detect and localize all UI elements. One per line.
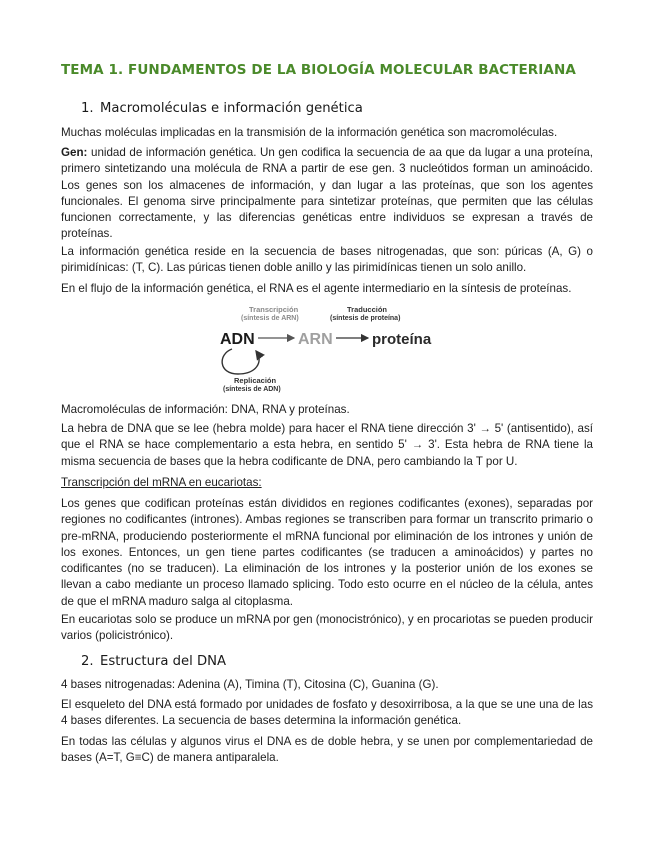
transcription-label: Transcripción xyxy=(249,305,299,314)
replication-label: Replicación xyxy=(234,376,277,385)
term-gen: Gen: xyxy=(61,146,88,159)
subheading-eukaryotic-transcription xyxy=(61,475,593,491)
section-heading-1 xyxy=(81,101,363,116)
section-heading-2 xyxy=(81,654,226,669)
replication-sub: (síntesis de ADN) xyxy=(223,386,281,393)
translation-sub: (síntesis de proteína) xyxy=(330,315,401,322)
central-dogma-diagram xyxy=(210,302,450,398)
gen-definition-text: unidad de información genética. Un gen codifica la secuencia de aa que da lugar a una proteína, primero sintetizando una molécula de RNA a partir de ese gen. 3 nucleótidos forman un aminoácido. Los genes son los almacenes de información, y dan lugar a las proteínas, que son los agentes funcionales. El genoma sirve principalmente para sintetizar proteínas, que permiten que las células funcionen correctamente, y las diferencias genéticas entre individuos se expresan a través de proteínas. xyxy=(61,146,593,241)
paragraph-exons-introns: Los genes que codifican proteínas están divididos en regiones codificantes (exones), separadas por regiones no codificantes (intrones). Ambas regiones se transcriben para formar un transcrito primario o pre-mRNA, produciendo posteriormente el mRNA funcional por eliminación de los intrones y unión de los exones. Entonces, un gen tiene partes codificantes (se traducen a aminoácidos) y partes no codificantes (no se traducen). La eliminación de los intrones y la posterior unión de los exones se llevan a cabo mediante un proceso llamado splicing. Todo esto ocurre en el núcleo de la célula, antes de que el mRNA maduro salga al citoplasma. xyxy=(61,497,593,608)
paragraph-double-strand: En todas las células y algunos virus el DNA es de doble hebra, y se unen por complementariedad de bases (A=T, G≡C) de manera antiparalela. xyxy=(61,735,593,765)
replication-arrow xyxy=(222,349,259,374)
section-title: Macromoléculas e información genética xyxy=(100,101,363,116)
paragraph-monocistronic: En eucariotas solo se produce un mRNA por gen (monocistrónico), y en procariotas se pueden producir varios (policistrónico). xyxy=(61,613,593,643)
paragraph-macromolecules: Muchas moléculas implicadas en la transmisión de la información genética son macromoléculas. xyxy=(61,126,558,139)
paragraph-nitrogen-bases: 4 bases nitrogenadas: Adenina (A), Timina (T), Citosina (C), Guanina (G). xyxy=(61,678,439,691)
section-number: 2. xyxy=(81,654,94,669)
subheading-text: Transcripción del mRNA en eucariotas: xyxy=(61,476,262,489)
paragraph-information-macromolecules: Macromoléculas de información: DNA, RNA y proteínas. xyxy=(61,403,350,416)
document-title: TEMA 1. FUNDAMENTOS DE LA BIOLOGÍA MOLECULAR BACTERIANA xyxy=(61,62,576,78)
protein-label: proteína xyxy=(372,331,432,348)
paragraph-gen-definition xyxy=(61,145,593,243)
section-number: 1. xyxy=(81,101,94,116)
adn-label: ADN xyxy=(220,331,255,348)
paragraph-dna-strand: La hebra de DNA que se lee (hebra molde) para hacer el RNA tiene dirección 3' → 5' (antisentido), así que el RNA se hace complementario a esta hebra, en sentido 5' → 3'. Esta hebra de RNA tiene la misma secuencia de bases que la hebra codificante de DNA, pero cambiando la T por U. xyxy=(61,422,593,468)
transcription-sub: (síntesis de ARN) xyxy=(241,315,299,322)
paragraph-rna-intermediary: En el flujo de la información genética, el RNA es el agente intermediario en la síntesis de proteínas. xyxy=(61,282,572,295)
arn-label: ARN xyxy=(298,331,333,348)
translation-label: Traducción xyxy=(347,305,388,314)
section-title: Estructura del DNA xyxy=(100,654,227,669)
paragraph-bases: La información genética reside en la secuencia de bases nitrogenadas, que son: púricas (A, G) o pirimidínicas: (T, C). Las púricas tienen doble anillo y las pirimidínicas tienen un solo anillo. xyxy=(61,245,593,275)
paragraph-dna-backbone: El esqueleto del DNA está formado por unidades de fosfato y desoxirribosa, a la que se une una de las 4 bases diferentes. La secuencia de bases determina la información genética. xyxy=(61,698,593,728)
